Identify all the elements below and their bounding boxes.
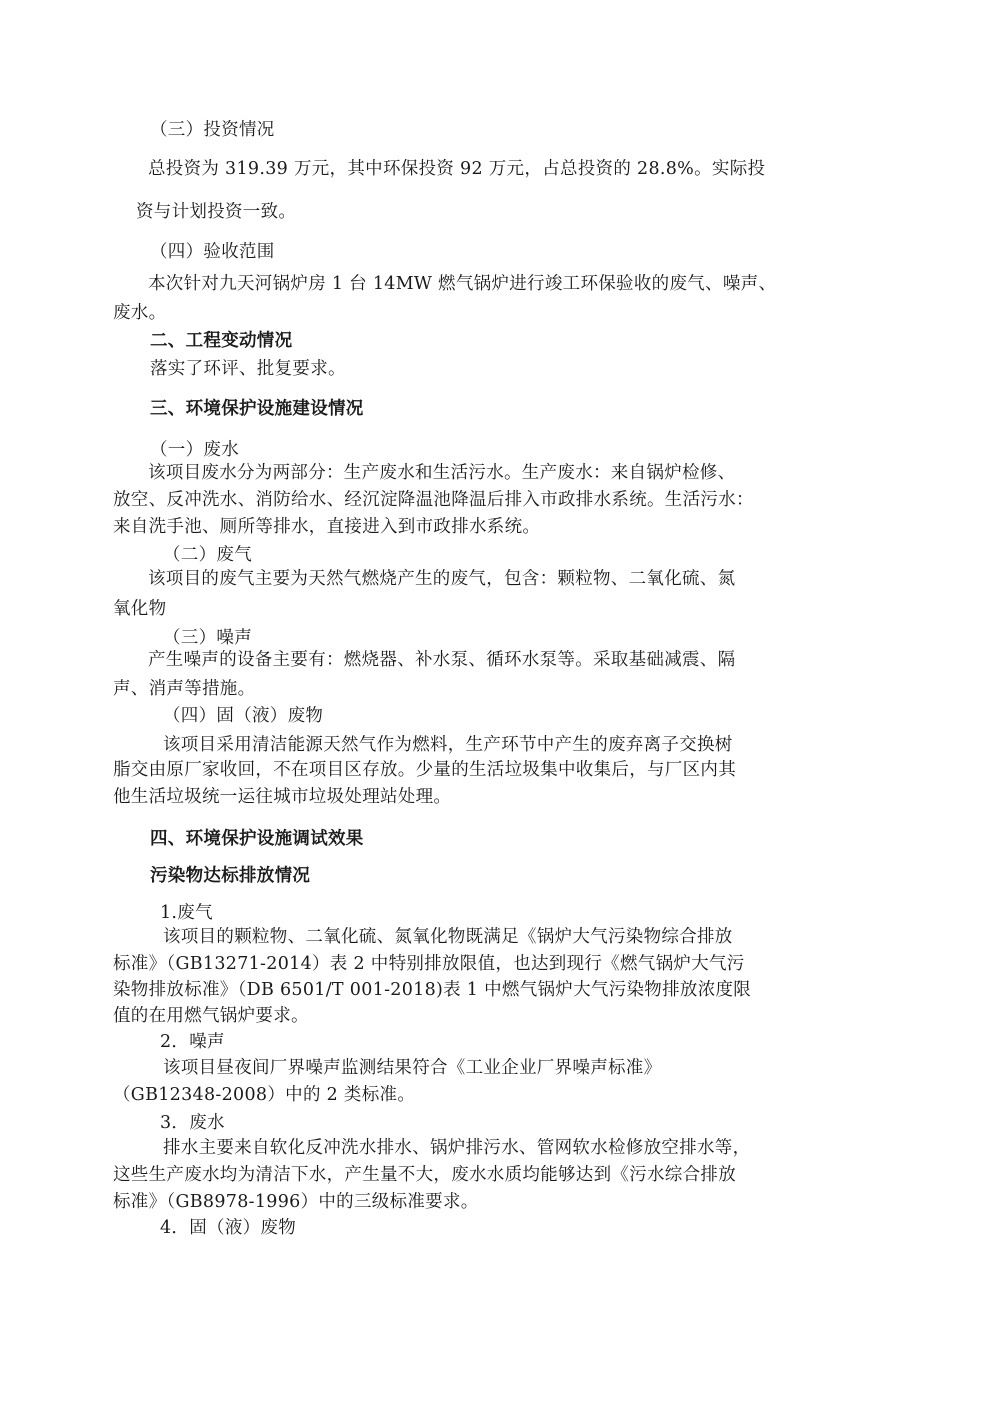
facilities-wastewater-line-3: 来自洗手池、厕所等排水，直接进入到市政排水系统。 xyxy=(113,517,541,537)
results-exhaust-line-4: 值的在用燃气锅炉要求。 xyxy=(113,1006,309,1026)
facilities-noise-line-2: 声、消声等措施。 xyxy=(113,679,256,699)
facilities-heading: 三、环境保护设施建设情况 xyxy=(150,399,364,419)
facilities-noise-heading: （三）噪声 xyxy=(163,628,252,648)
scope-line-2: 废水。 xyxy=(113,303,167,323)
changes-heading: 二、工程变动情况 xyxy=(150,331,293,351)
facilities-wastewater-line-2: 放空、反冲洗水、消防给水、经沉淀降温池降温后排入市政排水系统。生活污水： xyxy=(113,490,754,510)
facilities-solid-line-3: 他生活垃圾统一运往城市垃圾处理站处理。 xyxy=(113,787,452,807)
results-noise-line-2: （GB12348-2008）中的 2 类标准。 xyxy=(113,1085,416,1105)
scope-heading: （四）验收范围 xyxy=(150,242,275,262)
facilities-solid-line-1: 该项目采用清洁能源天然气作为燃料，生产环节中产生的废弃离子交换树 xyxy=(163,735,733,755)
results-wastewater-line-1: 排水主要来自软化反冲洗水排水、锅炉排污水、管网软水检修放空排水等， xyxy=(163,1138,751,1158)
facilities-exhaust-line-1: 该项目的废气主要为天然气燃烧产生的废气，包含：颗粒物、二氧化硫、氮 xyxy=(148,569,736,589)
results-solid-heading: 4．固（液）废物 xyxy=(160,1218,297,1238)
results-noise-heading: 2．噪声 xyxy=(160,1032,225,1052)
facilities-solid-heading: （四）固（液）废物 xyxy=(163,706,324,726)
results-exhaust-line-1: 该项目的颗粒物、二氧化硫、氮氧化物既满足《锅炉大气污染物综合排放 xyxy=(163,927,733,947)
results-subheading: 污染物达标排放情况 xyxy=(150,866,311,886)
changes-line-1: 落实了环评、批复要求。 xyxy=(150,359,346,379)
results-noise-line-1: 该项目昼夜间厂界噪声监测结果符合《工业企业厂界噪声标准》 xyxy=(163,1058,662,1078)
results-wastewater-line-2: 这些生产废水均为清洁下水，产生量不大，废水水质均能够达到《污水综合排放 xyxy=(113,1165,736,1185)
results-exhaust-line-2: 标准》（GB13271-2014）表 2 中特别排放限值，也达到现行《燃气锅炉大气污 xyxy=(113,954,745,974)
results-wastewater-heading: 3．废水 xyxy=(160,1113,225,1133)
facilities-exhaust-line-2: 氧化物 xyxy=(113,599,167,619)
facilities-wastewater-heading: （一）废水 xyxy=(150,440,239,460)
results-heading: 四、环境保护设施调试效果 xyxy=(150,829,364,849)
results-wastewater-line-3: 标准》（GB8978-1996）中的三级标准要求。 xyxy=(113,1192,479,1212)
facilities-noise-line-1: 产生噪声的设备主要有：燃烧器、补水泵、循环水泵等。采取基础减震、隔 xyxy=(148,650,736,670)
scope-line-1: 本次针对九天河锅炉房 1 台 14MW 燃气锅炉进行竣工环保验收的废气、噪声、 xyxy=(148,274,777,294)
results-exhaust-line-3: 染物排放标准》（DB 6501/T 001-2018)表 1 中燃气锅炉大气污染物排放浓度限 xyxy=(113,980,752,1000)
facilities-wastewater-line-1: 该项目废水分为两部分：生产废水和生活污水。生产废水：来自锅炉检修、 xyxy=(148,463,736,483)
results-exhaust-heading: 1.废气 xyxy=(160,903,213,923)
facilities-exhaust-heading: （二）废气 xyxy=(163,545,252,565)
facilities-solid-line-2: 脂交由原厂家收回，不在项目区存放。少量的生活垃圾集中收集后，与厂区内其 xyxy=(113,760,736,780)
investment-heading: （三）投资情况 xyxy=(150,120,275,140)
investment-line-1: 总投资为 319.39 万元，其中环保投资 92 万元，占总投资的 28.8%。实际投 xyxy=(148,159,766,179)
investment-line-2: 资与计划投资一致。 xyxy=(136,202,297,222)
